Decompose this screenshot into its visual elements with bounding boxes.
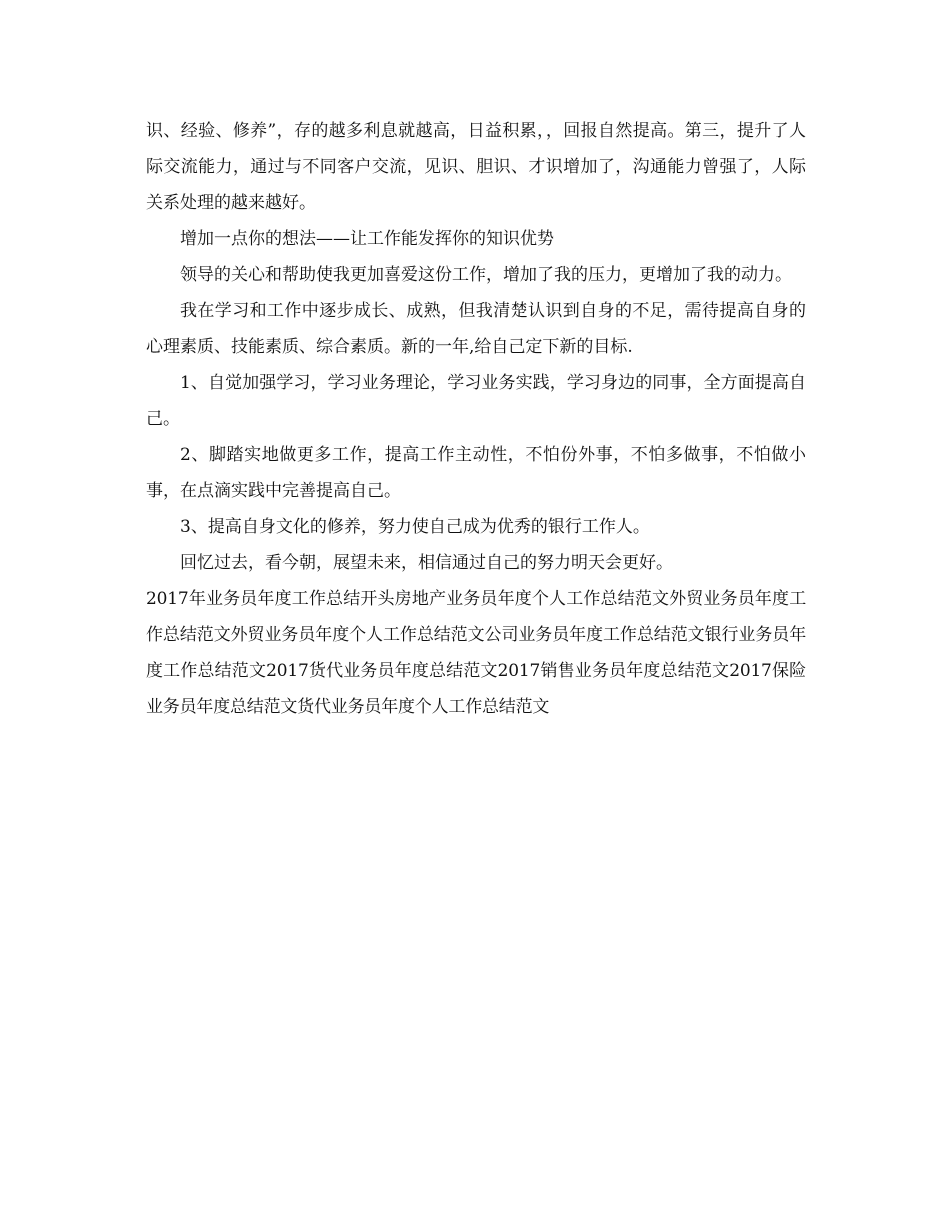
paragraph-conclusion: 回忆过去，看今朝，展望未来，相信通过自己的努力明天会更好。 — [180, 553, 673, 573]
paragraph-heading-idea: 增加一点你的想法——让工作能发挥你的知识优势 — [180, 229, 554, 249]
related-links-text: 2017年业务员年度工作总结开头房地产业务员年度个人工作总结范文外贸业务员年度工作总结范文外贸业务员年度个人工作总结范文公司业务员年度工作总结范文银行业务员年度工作总结范文2017货代业务员年度总结范文2017销售业务员年度总结范文2017保险业务员年度总结范文货代业务员年度个人工作总结范文 — [146, 589, 806, 717]
paragraph-goal-1: 1、自觉加强学习，学习业务理论，学习业务实践，学习身边的同事，全方面提高自己。 — [146, 373, 806, 429]
paragraph-continuation: 识、经验、修养”，存的越多利息就越高，日益积累，，回报自然提高。第三，提升了人际交流能力，通过与不同客户交流，见识、胆识、才识增加了，沟通能力曾强了，人际关系处理的越来越好。 — [146, 121, 806, 213]
paragraph-growth: 我在学习和工作中逐步成长、成熟，但我清楚认识到自身的不足，需待提高自身的心理素质、技能素质、综合素质。新的一年,给自己定下新的目标. — [146, 301, 806, 357]
paragraph-goal-2: 2、脚踏实地做更多工作，提高工作主动性，不怕份外事，不怕多做事，不怕做小事，在点滴实践中完善提高自己。 — [146, 445, 806, 501]
document-body — [146, 113, 806, 725]
paragraph-goal-3: 3、提高自身文化的修养，努力使自己成为优秀的银行工作人。 — [180, 517, 650, 537]
paragraph-leadership: 领导的关心和帮助使我更加喜爱这份工作，增加了我的压力，更增加了我的动力。 — [180, 265, 792, 285]
